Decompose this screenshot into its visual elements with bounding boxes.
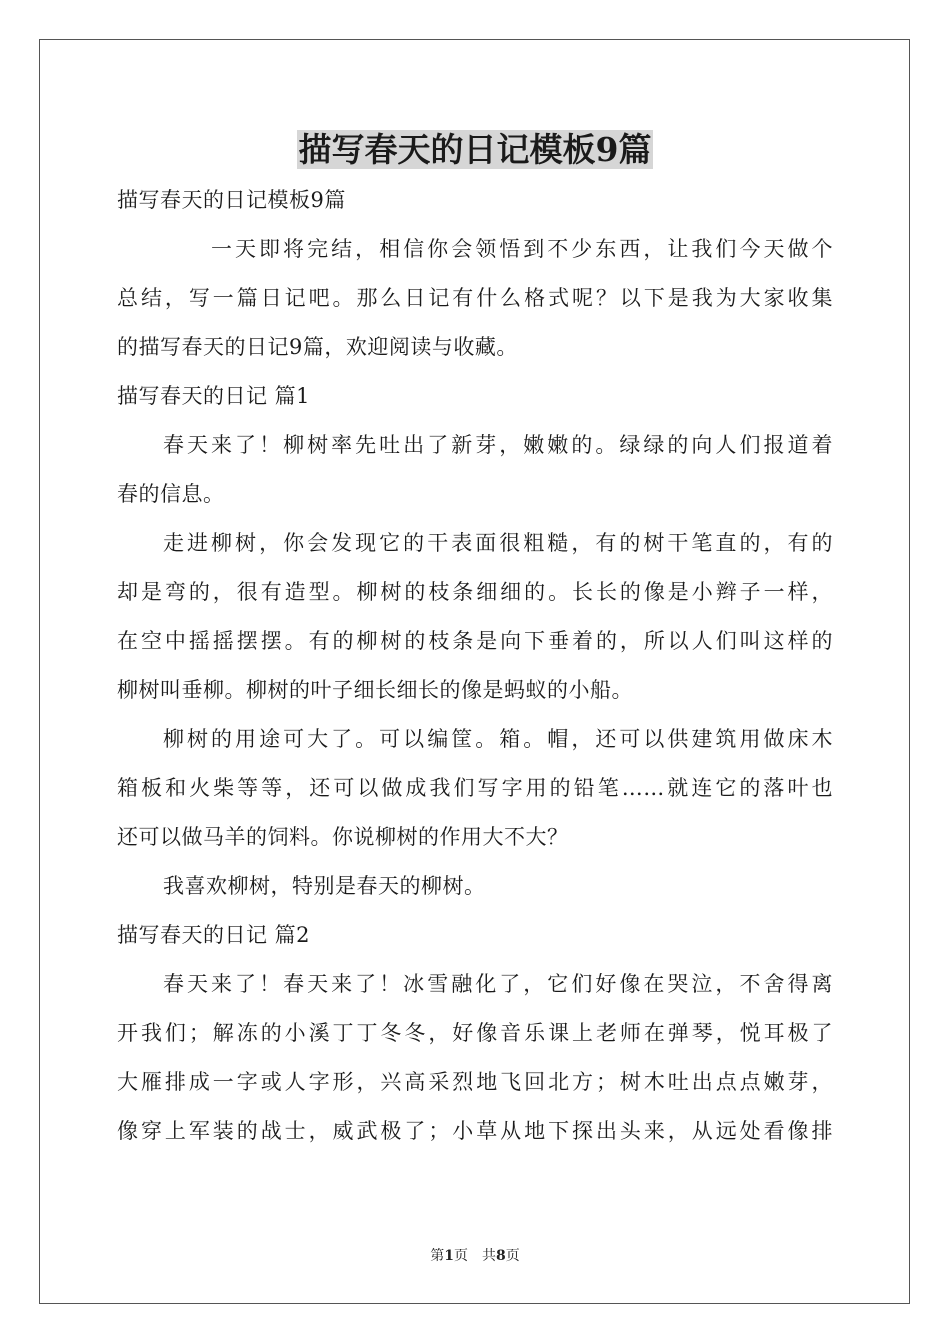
text-line: 春天来了！柳树率先吐出了新芽，嫩嫩的。绿绿的向人们报道着 bbox=[163, 433, 833, 457]
page-prefix: 第 bbox=[430, 1248, 445, 1264]
section-heading-1: 描写春天的日记 篇1 bbox=[117, 384, 311, 408]
subtitle-line: 描写春天的日记模板9篇 bbox=[117, 188, 346, 212]
page-suffix: 页 bbox=[454, 1248, 468, 1264]
text-line: 却是弯的，很有造型。柳树的枝条细细的。长长的像是小辫子一样， bbox=[117, 580, 833, 604]
document-title-text: 描写春天的日记模板9篇 bbox=[298, 130, 652, 169]
text-line: 我喜欢柳树，特别是春天的柳树。 bbox=[163, 874, 486, 898]
document-body bbox=[117, 176, 833, 1156]
text-line: 总结，写一篇日记吧。那么日记有什么格式呢？以下是我为大家收集 bbox=[117, 286, 833, 310]
text-line: 像穿上军装的战士，威武极了；小草从地下探出头来，从远处看像排 bbox=[117, 1119, 833, 1143]
section-heading-2: 描写春天的日记 篇2 bbox=[117, 923, 311, 947]
total-suffix: 页 bbox=[505, 1248, 520, 1264]
text-line: 还可以做马羊的饲料。你说柳树的作用大不大？ bbox=[117, 825, 569, 849]
total-prefix: 共 bbox=[482, 1248, 496, 1264]
text-line: 一天即将完结，相信你会领悟到不少东西，让我们今天做个 bbox=[211, 237, 833, 261]
text-line: 柳树的用途可大了。可以编筐。箱。帽，还可以供建筑用做床木 bbox=[163, 727, 833, 751]
text-line: 箱板和火柴等等，还可以做成我们写字用的铅笔……就连它的落叶也 bbox=[117, 776, 833, 800]
text-line: 春的信息。 bbox=[117, 482, 225, 506]
page-number: 1 bbox=[444, 1248, 454, 1264]
text-line: 的描写春天的日记9篇，欢迎阅读与收藏。 bbox=[117, 335, 518, 359]
document-title bbox=[0, 126, 950, 174]
text-line: 走进柳树，你会发现它的干表面很粗糙，有的树干笔直的，有的 bbox=[163, 531, 833, 555]
text-line: 柳树叫垂柳。柳树的叶子细长细长的像是蚂蚁的小船。 bbox=[117, 678, 633, 702]
total-pages: 8 bbox=[496, 1248, 506, 1264]
text-line: 在空中摇摇摆摆。有的柳树的枝条是向下垂着的，所以人们叫这样的 bbox=[117, 629, 833, 653]
page-footer bbox=[0, 1246, 950, 1266]
text-line: 开我们；解冻的小溪丁丁冬冬，好像音乐课上老师在弹琴，悦耳极了 bbox=[117, 1021, 833, 1045]
text-line: 大雁排成一字或人字形，兴高采烈地飞回北方；树木吐出点点嫩芽， bbox=[117, 1070, 833, 1094]
text-line: 春天来了！春天来了！冰雪融化了，它们好像在哭泣，不舍得离 bbox=[163, 972, 833, 996]
